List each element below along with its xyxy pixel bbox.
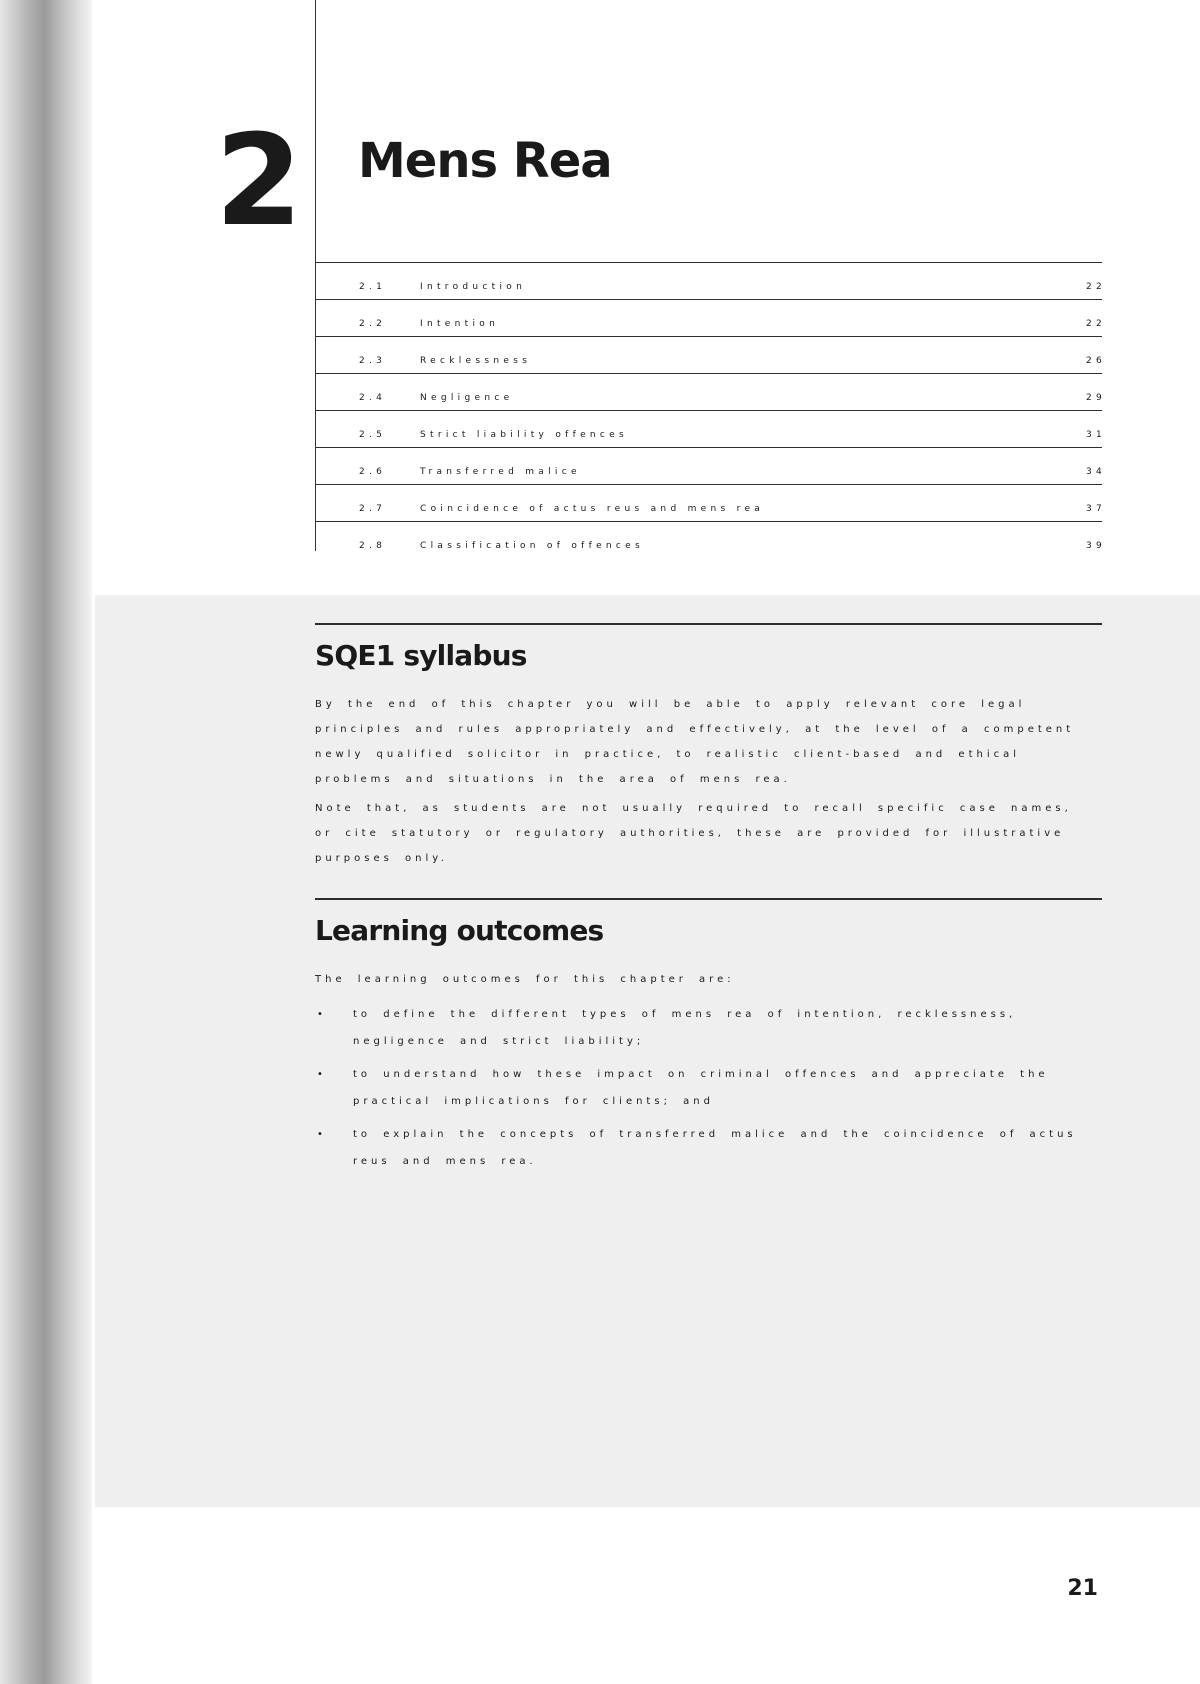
syllabus-section (315, 623, 1102, 875)
toc-item-label: Introduction (420, 282, 527, 292)
toc-item-label: Intention (420, 319, 500, 329)
toc-item-page: 31 (1085, 430, 1106, 440)
toc-item-label: Negligence (420, 393, 514, 403)
toc-item[interactable] (315, 521, 1106, 558)
toc-item-label: Coincidence of actus reus and mens rea (420, 504, 765, 514)
learning-outcomes-intro: The learning outcomes for this chapter are: (315, 974, 735, 986)
toc-item[interactable] (315, 410, 1106, 447)
bullet-icon: • (317, 1009, 327, 1021)
toc-item-number: 2.1 (359, 282, 387, 292)
learning-outcomes-heading: Learning outcomes (315, 913, 604, 947)
toc-item-label: Classification of offences (420, 541, 645, 551)
toc-item[interactable] (315, 336, 1106, 373)
toc-item-number: 2.8 (359, 541, 387, 551)
toc-item-number: 2.4 (359, 393, 387, 403)
syllabus-heading: SQE1 syllabus (315, 638, 527, 672)
toc-item[interactable] (315, 484, 1106, 521)
toc-item-page: 34 (1085, 467, 1106, 477)
toc-item[interactable] (315, 299, 1106, 336)
toc-item-page: 22 (1085, 282, 1106, 292)
toc-item[interactable] (315, 373, 1106, 410)
learning-outcome-item (315, 1122, 1102, 1175)
learning-outcome-text: to define the different types of mens rea of intention, recklessness, negligence and strict liability; (353, 1009, 1017, 1047)
toc-item-page: 26 (1085, 356, 1106, 366)
chapter-title: Mens Rea (358, 133, 612, 189)
page-gutter-shadow (0, 0, 92, 1684)
toc-item-page: 29 (1085, 393, 1106, 403)
toc-item-number: 2.7 (359, 504, 387, 514)
toc-item-page: 37 (1085, 504, 1106, 514)
toc-item-label: Transferred malice (420, 467, 581, 477)
learning-outcome-item (315, 1062, 1102, 1115)
toc-item[interactable] (315, 447, 1106, 484)
learning-outcome-text: to explain the concepts of transferred malice and the coincidence of actus reus and mens rea. (353, 1129, 1077, 1167)
section-divider (315, 898, 1102, 900)
toc-item-page: 22 (1085, 319, 1106, 329)
toc-item-number: 2.3 (359, 356, 387, 366)
page-number: 21 (1067, 1576, 1098, 1601)
chapter-number: 2 (215, 107, 299, 254)
toc-item[interactable] (315, 262, 1106, 299)
toc-item-label: Strict liability offences (420, 430, 628, 440)
toc-item-number: 2.2 (359, 319, 387, 329)
bullet-icon: • (317, 1069, 327, 1081)
learning-outcomes-list (315, 1002, 1102, 1175)
syllabus-note: Note that, as students are not usually required to recall specific case names, or cite statutory or regulatory authorities, these are provided for illustrative purposes only. (315, 803, 1072, 865)
toc-item-number: 2.5 (359, 430, 387, 440)
bullet-icon: • (317, 1129, 327, 1141)
section-divider (315, 623, 1102, 625)
learning-outcomes-section (315, 898, 1102, 1182)
toc-item-number: 2.6 (359, 467, 387, 477)
syllabus-paragraph: By the end of this chapter you will be able to apply relevant core legal principles and rules appropriately and effectively, at the level of a competent newly qualified solicitor in practice, to realistic client-based and ethical problems and situations in the area of mens rea. (315, 699, 1075, 786)
chapter-contents (315, 262, 1106, 551)
toc-item-page: 39 (1085, 541, 1106, 551)
toc-item-label: Recklessness (420, 356, 532, 366)
learning-outcome-item (315, 1002, 1102, 1055)
learning-outcome-text: to understand how these impact on criminal offences and appreciate the practical implications for clients; and (353, 1069, 1049, 1107)
